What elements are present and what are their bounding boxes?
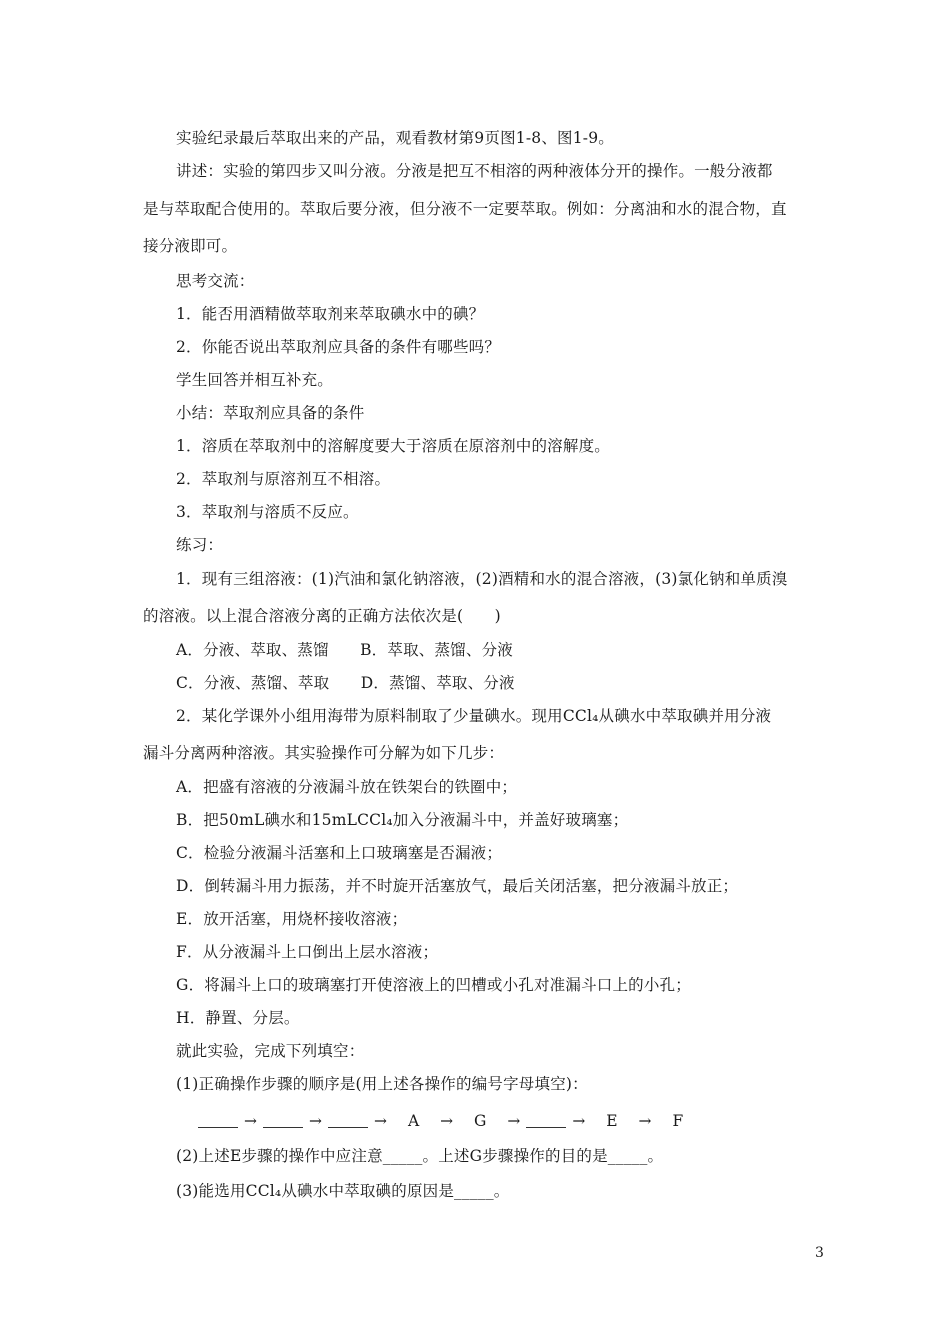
- arrow: →: [374, 1112, 387, 1130]
- answer-sequence: [198, 1112, 693, 1130]
- step-letter: E: [606, 1112, 618, 1130]
- text-line: E．放开活塞，用烧杯接收溶液；: [176, 910, 408, 928]
- text-line: 思考交流：: [176, 272, 255, 290]
- text-line: B．把50mL碘水和15mLCCl₄加入分液漏斗中，并盖好玻璃塞；: [176, 811, 629, 829]
- text-line: F．从分液漏斗上口倒出上层水溶液；: [176, 943, 439, 961]
- text-line: A．把盛有溶液的分液漏斗放在铁架台的铁圈中；: [176, 778, 518, 796]
- text-line: 1．现有三组溶液：(1)汽油和氯化钠溶液，(2)酒精和水的混合溶液，(3)氯化钠和单质溴: [176, 570, 788, 588]
- answer-blank[interactable]: [198, 1113, 238, 1128]
- text-line: G．将漏斗上口的玻璃塞打开使溶液上的凹槽或小孔对准漏斗口上的小孔；: [176, 976, 691, 994]
- text-line: 2．你能否说出萃取剂应具备的条件有哪些吗？: [176, 338, 501, 356]
- text-line: 实验纪录最后萃取出来的产品，观看教材第9页图1-8、图1-9。: [176, 129, 614, 147]
- step-letter: A: [407, 1112, 420, 1130]
- text-line: 就此实验，完成下列填空：: [176, 1042, 365, 1060]
- answer-blank[interactable]: [263, 1113, 303, 1128]
- text-line: 接分液即可。: [143, 237, 238, 255]
- page-number: 3: [815, 1245, 824, 1261]
- text-line: 的溶液。以上混合溶液分离的正确方法依次是( ): [143, 607, 501, 625]
- question-2-text: (2)上述E步骤的操作中应注意_____。上述G步骤操作的目的是_____。: [176, 1147, 664, 1165]
- text-line: 小结：萃取剂应具备的条件: [176, 404, 365, 422]
- text-line: D．倒转漏斗用力振荡，并不时旋开活塞放气，最后关闭活塞，把分液漏斗放正；: [176, 877, 739, 895]
- text-line: 学生回答并相互补充。: [176, 371, 334, 389]
- question-3-text: (3)能选用CCl₄从碘水中萃取碘的原因是_____。: [176, 1182, 510, 1200]
- arrow: →: [309, 1112, 322, 1130]
- text-line: C．检验分液漏斗活塞和上口玻璃塞是否漏液；: [176, 844, 503, 862]
- text-line: C．分液、蒸馏、萃取 D．蒸馏、萃取、分液: [176, 674, 515, 692]
- text-line: A．分液、萃取、蒸馏 B．萃取、蒸馏、分液: [176, 641, 513, 659]
- text-line: 练习：: [176, 536, 224, 554]
- arrow: →: [638, 1112, 652, 1130]
- arrow: →: [507, 1112, 521, 1130]
- text-line: 2．某化学课外小组用海带为原料制取了少量碘水。现用CCl₄从碘水中萃取碘并用分液: [176, 707, 772, 725]
- text-line: 1．溶质在萃取剂中的溶解度要大于溶质在原溶剂中的溶解度。: [176, 437, 610, 455]
- text-line: 3．萃取剂与溶质不反应。: [176, 503, 359, 521]
- text-line: 2．萃取剂与原溶剂互不相溶。: [176, 470, 391, 488]
- text-line: 讲述：实验的第四步又叫分液。分液是把互不相溶的两种液体分开的操作。一般分液都: [176, 162, 773, 180]
- text-line: H．静置、分层。: [176, 1009, 300, 1027]
- step-letter: G: [474, 1112, 487, 1130]
- text-line: 1．能否用酒精做萃取剂来萃取碘水中的碘？: [176, 305, 485, 323]
- arrow: →: [440, 1112, 454, 1130]
- answer-blank[interactable]: [526, 1113, 566, 1128]
- text-line: 是与萃取配合使用的。萃取后要分液，但分液不一定要萃取。例如：分离油和水的混合物，直: [143, 200, 787, 218]
- answer-blank[interactable]: [328, 1113, 368, 1128]
- text-line: (1)正确操作步骤的顺序是(用上述各操作的编号字母填空)：: [176, 1075, 588, 1093]
- text-line: 漏斗分离两种溶液。其实验操作可分解为如下几步：: [143, 744, 505, 762]
- arrow: →: [572, 1112, 586, 1130]
- arrow: →: [244, 1112, 257, 1130]
- step-letter: F: [672, 1112, 684, 1130]
